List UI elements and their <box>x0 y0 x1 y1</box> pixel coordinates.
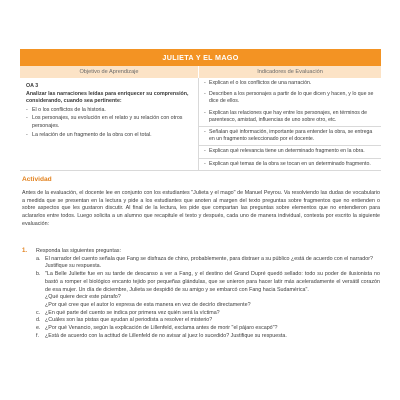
sub-question-letter: f. <box>36 332 39 339</box>
sub-question <box>36 333 380 341</box>
sub-question-letter: b. <box>36 271 41 278</box>
sub-question-followup: ¿Por qué cree que el autor lo expresa de esta manera en vez de decirlo directamente? <box>45 301 251 308</box>
sub-question-quote: "La Belle Juliette fue en su tarde de descanso a ver a Fang, y el destino del Grand Dupré quedó sellado: todo su poder de ilusionista no bastó a romper el biológico encanto tejido por pequeñas glándulas, que se unieron para hacer latir más aceleradamente el versátil corazón de esa mujer. Un día de diciembre, Julieta se despidió de su amigo y se embarcó con Fang hacia Sudamérica". <box>45 271 380 293</box>
indicator-item: - Explican el o los conflictos de una narración. <box>199 78 381 89</box>
table-header-row <box>20 66 381 78</box>
indicator-item: - Señalan qué información, importante para entender la obra, se entrega en un fragmento seleccionado por el docente. <box>199 126 381 145</box>
sub-question <box>36 317 380 325</box>
sub-question-letter: d. <box>36 317 41 324</box>
indicator-item: - Explican qué temas de la obra se tocan en un determinado fragmento. <box>199 158 381 170</box>
sub-question-letter: a. <box>36 255 41 262</box>
oa-item: - El o los conflictos de la historia. <box>26 107 192 115</box>
oa-items <box>26 107 192 139</box>
sub-question-text: ¿Por qué Venancio, según la explicación de Lillenfeld, exclama antes de morir "el pájaro escapó"? <box>45 325 278 332</box>
indicator-item: - Describen a los personajes a partir de lo que dicen y hacen, y lo que se dice de ellos. <box>199 89 381 107</box>
indicator-item: - Explican qué relevancia tiene un determinado fragmento en la obra. <box>199 145 381 157</box>
sub-question-text: ¿Está de acuerdo con la actitud de Lillenfeld de no avisar al juez lo sucedido? Justifique su respuesta. <box>45 332 287 339</box>
sub-question <box>36 310 380 318</box>
sub-question-text: El narrador del cuento señala que Fang se disfraza de chino, probablemente, para distraer a su público ¿está de acuerdo con el narrador? Justifique su respuesta. <box>45 255 373 270</box>
question-block <box>22 248 380 340</box>
sub-question-letter: e. <box>36 325 41 332</box>
oa-code: OA 3 <box>26 83 39 89</box>
question-header <box>22 248 380 256</box>
evaluation-table <box>20 49 381 171</box>
sub-question-text: ¿Cuáles son las pistas que ayudan al periodista a resolver el misterio? <box>45 317 213 324</box>
table-title: JULIETA Y EL MAGO <box>20 49 381 66</box>
header-indicators: Indicadores de Evaluación <box>198 66 381 78</box>
sub-question <box>36 325 380 333</box>
table-body-row <box>20 78 381 170</box>
oa-item: - La relación de un fragmento de la obra con el total. <box>26 132 192 140</box>
sub-question-letter: c. <box>36 309 41 316</box>
activity-intro: Antes de la evaluación, el docente lee en conjunto con los estudiantes "Julieta y el mago" de Manuel Peyrou. Va resolviendo las dudas de vocabulario a medida que se presentan en la lectura y pide a los estudiantes que anoten al margen del texto preguntas sobre fragmentos que no entienden o sobre aspectos que les gustaron discutir. Al final de la lectura, les pide que compartan las preguntas sobre elementos que no entendieron para aclararlos entre todos. Luego solicita a un alumno que recapitule el texto y después, cada uno de manera individual, contesta por escrito la siguiente evaluación: <box>22 190 380 227</box>
sub-question-followup: ¿Qué quiere decir este párrafo? <box>45 294 121 301</box>
question-lead: Responda las siguientes preguntas: <box>36 248 121 254</box>
activity-title: Actividad <box>22 176 52 183</box>
indicators-cell <box>198 78 381 170</box>
oa-item: - Los personajes, su evolución en el relato y su relación con otros personajes. <box>26 115 192 130</box>
header-objective: Objetivo de Aprendizaje <box>79 69 139 75</box>
indicator-item: - Explican las relaciones que hay entre los personajes, en términos de parentesco, amistad, influencias de uno sobre otro, etc. <box>199 108 381 126</box>
question-number: 1. <box>22 248 28 254</box>
objective-cell <box>20 78 198 170</box>
sub-question <box>36 256 380 271</box>
oa-description: Analizar las narraciones leídas para enriquecer su comprensión, considerando, cuando sea pertinente: <box>26 90 189 105</box>
sub-question-text: ¿En qué parte del cuento se indica por primera vez quién será la víctima? <box>45 309 220 316</box>
sub-question <box>36 271 380 294</box>
